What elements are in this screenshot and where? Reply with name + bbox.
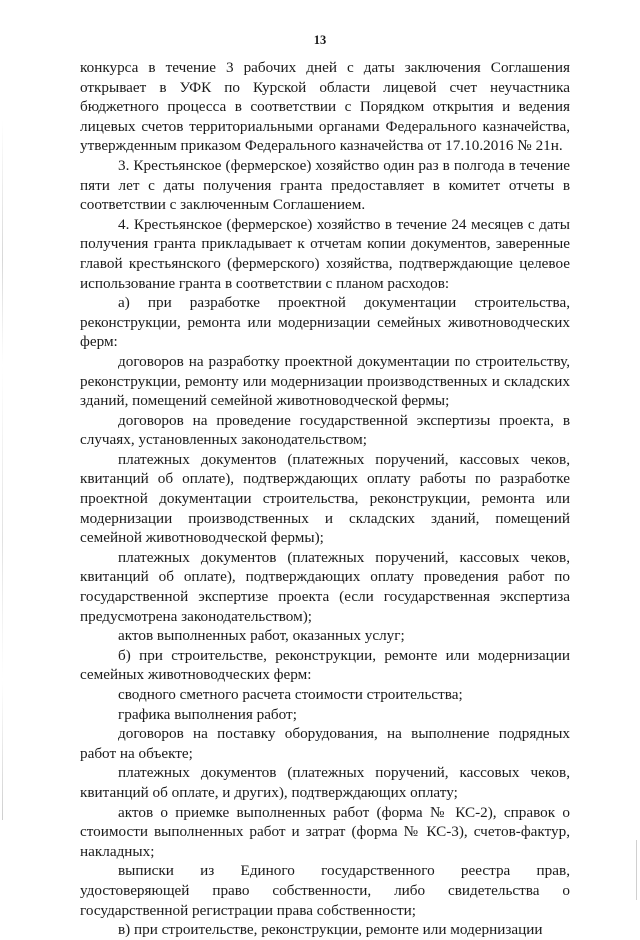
paragraph: платежных документов (платежных поручений, кассовых чеков, квитанций об оплате, и других), подтверждающих оплату; — [80, 764, 570, 801]
paragraph: б) при строительстве, реконструкции, ремонте или модернизации семейных животноводческих ферм: — [80, 646, 570, 684]
paragraph: 3. Крестьянское (фермерское) хозяйство один раз в полгода в течение пяти лет с даты получения гранта предоставляет в комитет отчеты в соответствии с заключенным Соглашением. — [80, 156, 570, 214]
paragraph: договоров на проведение государственной экспертизы проекта, в случаях, установленных законодательством; — [80, 411, 570, 449]
paragraph: платежных документов (платежных поручений, кассовых чеков, квитанций об оплате), подтверждающих оплату проведения работ по государственной экспертизе проекта (если государственная экспертиза предусмотрена законодательством); — [80, 548, 570, 625]
paragraph: платежных документов (платежных поручений, кассовых чеков, квитанций об оплате), подтверждающих оплату работы по разработке проектной документации строительства, реконструкции, ремонта или модернизации производственных и складских зданий, помещений семейной животноводческой фермы); — [80, 450, 570, 547]
paragraph: сводного сметного расчета стоимости строительства; — [118, 686, 463, 703]
document-body — [80, 58, 570, 940]
paragraph: 4. Крестьянское (фермерское) хозяйство в течение 24 месяцев с даты получения гранта прикладывает к отчетам копии документов, заверенные главой крестьянского (фермерского) хозяйства, подтверждающие целевое использование гранта в соответствии с планом расходов: — [80, 215, 570, 292]
paragraph: договоров на поставку оборудования, на выполнение подрядных работ на объекте; — [80, 725, 570, 762]
paragraph: конкурса в течение 3 рабочих дней с даты заключения Соглашения открывает в УФК по Курской области лицевой счет неучастника бюджетного процесса в соответствии с Порядком открытия и ведения лицевых счетов территориальными органами Федерального казначейства, утвержденным приказом Федерального казначейства от 17.10.2016 № 21н. — [80, 59, 570, 155]
paragraph: выписки из Единого государственного реестра прав, удостоверяющей право собственности, либо свидетельства о государственной регистрации права собственности; — [80, 862, 570, 919]
paragraph: в) при строительстве, реконструкции, ремонте или модернизации — [118, 921, 543, 939]
paragraph: актов выполненных работ, оказанных услуг; — [118, 627, 405, 645]
paragraph: актов о приемке выполненных работ (форма № КС-2), справок о стоимости выполненных работ и затрат (форма № КС-3), счетов-фактур, накладных; — [80, 803, 570, 860]
paragraph: договоров на разработку проектной документации по строительству, реконструкции, ремонту или модернизации производственных и складских зданий, помещений семейной животноводческой фермы; — [80, 352, 570, 410]
scan-edge-mark — [2, 120, 3, 820]
paragraph: а) при разработке проектной документации строительства, реконструкции, ремонта или модернизации семейных животноводческих ферм: — [80, 294, 570, 351]
paragraph: графика выполнения работ; — [118, 705, 297, 723]
page-number: 13 — [313, 33, 327, 47]
scan-edge-mark — [636, 840, 637, 900]
